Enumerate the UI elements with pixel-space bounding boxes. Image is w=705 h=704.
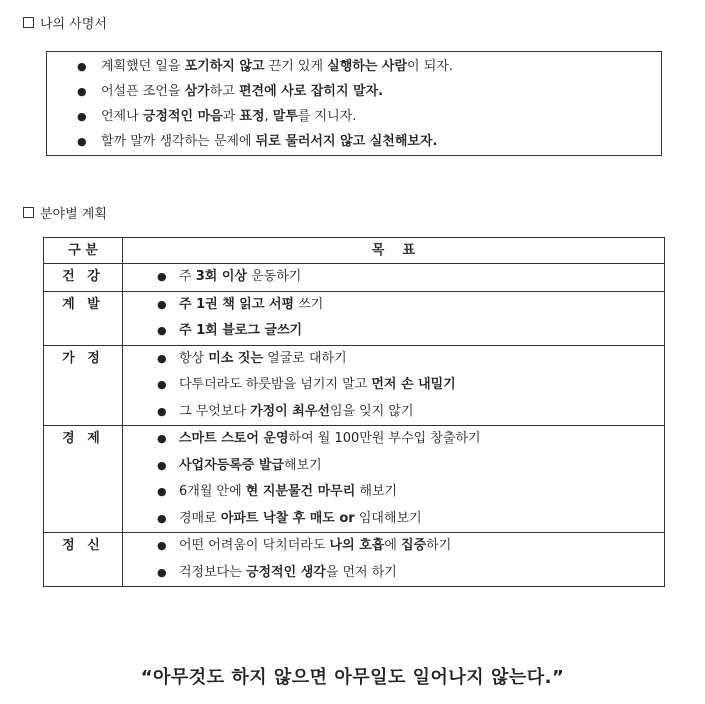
- text-segment: 경매로: [179, 510, 221, 526]
- bullet-icon: ●: [157, 565, 167, 579]
- plan-table: [43, 237, 665, 587]
- text-segment: 를 지니자.: [297, 109, 357, 124]
- text-segment: 끈기 있게: [264, 59, 328, 74]
- text-segment: 항상: [179, 350, 209, 366]
- goal-item: [157, 533, 664, 560]
- goal-item: [157, 399, 664, 426]
- mission-line: [47, 129, 661, 154]
- bullet-icon: ●: [77, 110, 87, 123]
- goals-cell: [123, 264, 665, 292]
- goal-header: 목 표: [123, 238, 665, 264]
- goals-cell: [123, 291, 665, 345]
- goal-item: [157, 506, 664, 533]
- category-header: 구 분: [44, 238, 123, 264]
- text-segment: 다투더라도 하룻밤을 넘기지 말고: [179, 377, 372, 392]
- bold-text: 현 지분물건 마무리: [245, 484, 356, 499]
- bold-text: 실행하는 사람: [327, 59, 408, 74]
- bold-text: 집중: [401, 538, 427, 553]
- category-cell: 정 신: [44, 533, 123, 587]
- bold-text: 긍정적인 마음: [142, 109, 223, 124]
- bullet-icon: ●: [157, 539, 167, 552]
- table-row: [44, 533, 665, 587]
- text-segment: 어떤 어려움이 닥치더라도: [179, 538, 330, 553]
- goal-item: [157, 264, 664, 291]
- goal-item: [157, 346, 664, 373]
- bold-text: 사업자등록증 발급: [179, 457, 284, 473]
- bold-text: 가정이 최우선: [250, 403, 330, 419]
- bold-text: 포기하지 않고: [184, 59, 265, 74]
- bold-text: 말투: [272, 109, 298, 124]
- goals-cell: [123, 345, 665, 426]
- category-cell: 건 강: [44, 264, 123, 292]
- text-segment: 과: [222, 109, 240, 124]
- bullet-icon: ●: [157, 297, 167, 311]
- bold-text: 먼저 손 내밀기: [371, 377, 456, 392]
- text-segment: 6개월 안에: [179, 484, 246, 499]
- bullet-icon: ●: [157, 324, 167, 337]
- text-segment: 하여 월 100만원 부수입 창출하기: [288, 431, 481, 446]
- goal-item: [157, 560, 664, 587]
- text-segment: 할까 말까 생각하는 문제에: [101, 134, 256, 149]
- bullet-icon: ●: [157, 432, 167, 445]
- mission-statement-box: [46, 51, 662, 156]
- text-segment: 어설픈 조언을: [101, 84, 185, 99]
- bold-text: 편견에 사로 잡히지 말자.: [239, 84, 384, 99]
- checkbox-square-icon: [23, 207, 34, 218]
- goal-item: [157, 318, 664, 345]
- text-segment: 하고: [209, 84, 239, 99]
- text-segment: 걱정보다는: [179, 564, 246, 580]
- bold-text: 나의 호흡: [329, 538, 385, 553]
- category-cell: 경 제: [44, 426, 123, 533]
- table-row: [44, 426, 665, 533]
- table-row: [44, 264, 665, 292]
- bullet-icon: ●: [157, 458, 167, 472]
- goal-item: [157, 292, 664, 319]
- mission-section-title: [23, 13, 107, 32]
- bold-text: 표정: [239, 109, 265, 124]
- mission-line: [47, 54, 661, 79]
- mission-line: [47, 104, 661, 129]
- bold-text: 긍정적인 생각: [245, 564, 326, 580]
- text-segment: 이 되자.: [407, 59, 453, 74]
- plan-table-header-row: [44, 238, 665, 264]
- text-segment: 임대해보기: [354, 510, 422, 526]
- bold-text: 3회 이상: [195, 269, 247, 284]
- bullet-icon: ●: [157, 511, 167, 525]
- text-segment: 해보기: [355, 484, 398, 499]
- text-segment: 쓰기: [294, 296, 324, 312]
- mission-title-text: 나의 사명서: [40, 17, 107, 32]
- bullet-icon: ●: [77, 60, 87, 73]
- text-segment: 에: [384, 538, 402, 553]
- text-segment: 하기: [426, 538, 452, 553]
- text-segment: 얼굴로 대하기: [263, 350, 347, 366]
- bold-text: 스마트 스토어 운영: [179, 431, 289, 446]
- text-segment: 계획했던 일을: [101, 59, 185, 74]
- bullet-icon: ●: [157, 270, 167, 283]
- checkbox-square-icon: [23, 17, 34, 28]
- bullet-icon: ●: [77, 85, 87, 98]
- closing-quote: “아무것도 하지 않으면 아무일도 일어나지 않는다.”: [140, 667, 565, 688]
- mission-line: [47, 79, 661, 104]
- table-row: [44, 291, 665, 345]
- category-cell: 가 정: [44, 345, 123, 426]
- goals-cell: [123, 426, 665, 533]
- category-cell: 계 발: [44, 291, 123, 345]
- bold-text: 주 1권 책 읽고 서평: [179, 296, 295, 312]
- text-segment: 운동하기: [246, 269, 302, 284]
- bullet-icon: ●: [157, 351, 167, 365]
- text-segment: ,: [264, 109, 273, 124]
- goals-cell: [123, 533, 665, 587]
- bold-text: 미소 짓는: [208, 350, 264, 366]
- bold-text: 아파트 낙찰 후 매도 or: [220, 510, 355, 526]
- bullet-icon: ●: [157, 378, 167, 391]
- table-row: [44, 345, 665, 426]
- bold-text: 뒤로 물러서지 않고 실천해보자.: [255, 134, 438, 149]
- text-segment: 해보기: [284, 457, 322, 473]
- bullet-icon: ●: [157, 485, 167, 498]
- text-segment: 임을 잊지 않기: [329, 403, 414, 419]
- bold-text: 주 1회 블로그 글쓰기: [179, 323, 303, 338]
- goal-item: [157, 479, 664, 506]
- bullet-icon: ●: [77, 135, 87, 148]
- text-segment: 을 먼저 하기: [325, 564, 397, 580]
- goal-item: [157, 426, 664, 453]
- plan-section-title: [23, 203, 107, 222]
- bold-text: 삼가: [184, 84, 210, 99]
- goal-item: [157, 372, 664, 399]
- goal-item: [157, 453, 664, 480]
- text-segment: 그 무엇보다: [179, 403, 251, 419]
- text-segment: 언제나: [101, 109, 143, 124]
- plan-title-text: 분야별 계획: [40, 207, 107, 222]
- bullet-icon: ●: [157, 404, 167, 418]
- text-segment: 주: [179, 269, 196, 284]
